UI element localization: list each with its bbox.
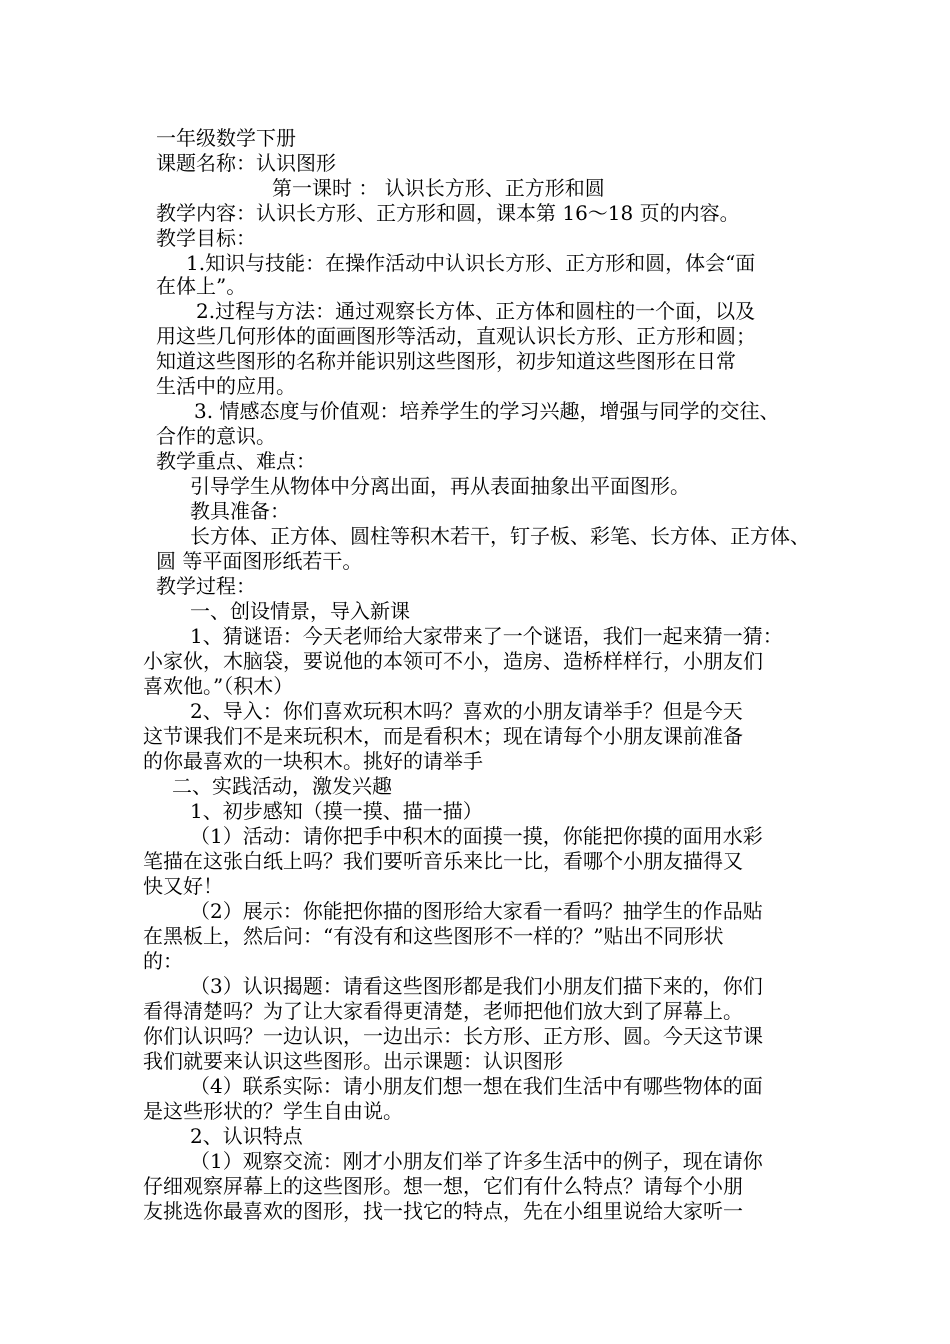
text-line: 仔细观察屏幕上的这些图形。想一想，它们有什么特点？请每个小朋 — [143, 1174, 743, 1198]
text-line: 3. 情感态度与价值观：培养学生的学习兴趣，增强与同学的交往、 — [194, 399, 780, 423]
text-line: 长方体、正方体、圆柱等积木若干，钉子板、彩笔、长方体、正方体、 — [190, 524, 810, 548]
text-line: 友挑选你最喜欢的图形，找一找它的特点，先在小组里说给大家听一 — [143, 1199, 743, 1223]
text-line: 1、初步感知（摸一摸、描一描） — [190, 799, 483, 823]
text-line: 课题名称：认识图形 — [156, 151, 336, 175]
text-line: 2、导入：你们喜欢玩积木吗？喜欢的小朋友请举手？但是今天 — [190, 699, 743, 723]
text-line: 知道这些图形的名称并能识别这些图形，初步知道这些图形在日常 — [156, 349, 736, 373]
text-line: 的： — [143, 949, 183, 973]
text-line: 2、认识特点 — [190, 1124, 303, 1148]
text-line: 2.过程与方法：通过观察长方体、正方体和圆柱的一个面，以及 — [196, 299, 756, 323]
text-line: 你们认识吗？一边认识，一边出示：长方形、正方形、圆。今天这节课 — [143, 1024, 763, 1048]
text-line: 小家伙，木脑袋，要说他的本领可不小，造房、造桥样样行，小朋友们 — [143, 649, 763, 673]
text-line: 看得清楚吗？为了让大家看得更清楚，老师把他们放大到了屏幕上。 — [143, 999, 743, 1023]
text-line: 教学重点、难点： — [156, 449, 316, 473]
text-line: 二、实践活动，激发兴趣 — [172, 774, 392, 798]
text-line: 快又好！ — [143, 874, 223, 898]
text-line: 生活中的应用。 — [156, 374, 296, 398]
text-line: 第一课时 ： 认识长方形、正方形和圆 — [272, 176, 605, 200]
text-line: （1）观察交流：刚才小朋友们举了许多生活中的例子，现在请你 — [190, 1149, 763, 1173]
text-line: 1、猜谜语：今天老师给大家带来了一个谜语，我们一起来猜一猜： — [190, 624, 783, 648]
text-line: 一、创设情景，导入新课 — [190, 599, 410, 623]
text-line: 1.知识与技能：在操作活动中认识长方形、正方形和圆，体会“面 — [186, 251, 756, 275]
text-line: 引导学生从物体中分离出面，再从表面抽象出平面图形。 — [190, 474, 690, 498]
text-line: 笔描在这张白纸上吗？我们要听音乐来比一比，看哪个小朋友描得又 — [143, 849, 743, 873]
text-line: 教具准备： — [190, 499, 290, 523]
text-line: 我们就要来认识这些图形。出示课题：认识图形 — [143, 1049, 563, 1073]
text-line: 教学内容：认识长方形、正方形和圆，课本第 16～18 页的内容。 — [156, 201, 740, 225]
text-line: 圆 等平面图形纸若干。 — [156, 549, 363, 573]
text-line: 在体上”。 — [156, 274, 247, 298]
text-line: （4）联系实际：请小朋友们想一想在我们生活中有哪些物体的面 — [190, 1074, 763, 1098]
text-line: 教学过程： — [156, 574, 256, 598]
text-line: （1）活动：请你把手中积木的面摸一摸，你能把你摸的面用水彩 — [190, 824, 763, 848]
text-line: 的你最喜欢的一块积木。挑好的请举手 — [143, 749, 483, 773]
text-line: （3）认识揭题：请看这些图形都是我们小朋友们描下来的，你们 — [190, 974, 763, 998]
text-line: 教学目标： — [156, 226, 256, 250]
text-line: （2）展示：你能把你描的图形给大家看一看吗？抽学生的作品贴 — [190, 899, 763, 923]
text-line: 是这些形状的？学生自由说。 — [143, 1099, 403, 1123]
text-line: 合作的意识。 — [156, 424, 276, 448]
text-line: 在黑板上，然后问：“有没有和这些图形不一样的？”贴出不同形状 — [143, 924, 724, 948]
text-line: 一年级数学下册 — [156, 126, 296, 150]
text-line: 喜欢他。”（积木） — [143, 674, 294, 698]
text-line: 用这些几何形体的面画图形等活动，直观认识长方形、正方形和圆； — [156, 324, 756, 348]
text-line: 这节课我们不是来玩积木，而是看积木；现在请每个小朋友课前准备 — [143, 724, 743, 748]
